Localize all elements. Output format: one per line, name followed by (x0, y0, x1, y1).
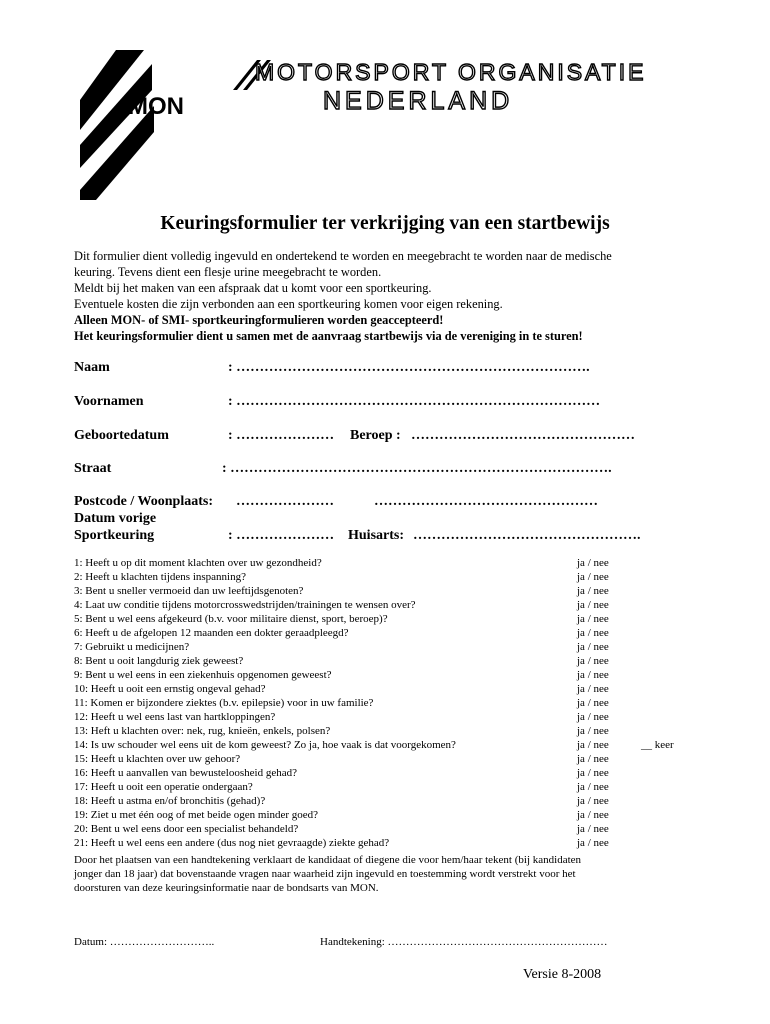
answer-option[interactable]: ja / nee (577, 557, 609, 569)
question: 7: Gebruikt u medicijnen? (74, 641, 190, 653)
answer-option[interactable]: ja / nee (577, 809, 609, 821)
question: 16: Heeft u aanvallen van bewusteloosheid gehad? (74, 767, 297, 779)
svg-text:MON: MON (128, 93, 184, 120)
answer-option[interactable]: ja / nee (577, 683, 609, 695)
answer-option[interactable]: ja / nee (577, 599, 609, 611)
svg-text:MOTORSPORT ORGANISATIE: MOTORSPORT ORGANISATIE (255, 59, 647, 85)
handtekening-field[interactable]: Handtekening: …………………………………………………… (320, 936, 608, 948)
field-value[interactable]: : ………………………………………………………………………. (222, 461, 612, 476)
field-value-beroep[interactable]: ………………………………………… (411, 428, 635, 443)
field-label: Straat (74, 461, 112, 476)
field-value-woonplaats[interactable]: ………………………………………… (374, 494, 598, 509)
question: 15: Heeft u klachten over uw gehoor? (74, 753, 241, 765)
question: 14: Is uw schouder wel eens uit de kom geweest? Zo ja, hoe vaak is dat voorgekomen? (74, 739, 456, 751)
question: 5: Bent u wel eens afgekeurd (b.v. voor militaire dienst, sport, beroep)? (74, 613, 388, 625)
organisation-title-logo (225, 52, 680, 122)
declaration-line: jonger dan 18 jaar) dat bovenstaande vragen naar waarheid zijn ingevuld en toestemming wordt verstrekt voor het (74, 868, 576, 880)
question: 10: Heeft u ooit een ernstig ongeval gehad? (74, 683, 266, 695)
intro-text (74, 248, 714, 344)
declaration-text (74, 853, 694, 895)
field-value-huisarts[interactable]: …………………………………………. (413, 528, 641, 543)
answer-option[interactable]: ja / nee (577, 823, 609, 835)
answer-option[interactable]: ja / nee (577, 711, 609, 723)
svg-text:NEDERLAND: NEDERLAND (323, 87, 514, 115)
question: 3: Bent u sneller vermoeid dan uw leeftijdsgenoten? (74, 585, 304, 597)
answer-option[interactable]: ja / nee (577, 585, 609, 597)
answer-option[interactable]: ja / nee (577, 725, 609, 737)
question: 21: Heeft u wel eens een andere (dus nog niet gevraagde) ziekte gehad? (74, 837, 390, 849)
field-value[interactable]: : ………………… (228, 428, 335, 443)
answer-option[interactable]: ja / nee (577, 781, 609, 793)
intro-line: keuring. Tevens dient een flesje urine meegebracht te worden. (74, 265, 382, 279)
field-label: Voornamen (74, 394, 144, 409)
question: 4: Laat uw conditie tijdens motorcrosswedstrijden/trainingen te wensen over? (74, 599, 416, 611)
declaration-line: Door het plaatsen van een handtekening verklaart de kandidaat of diegene die voor hem/haar tekent (bij kandidaten (74, 854, 582, 866)
question: 2: Heeft u klachten tijdens inspanning? (74, 571, 246, 583)
answer-option[interactable]: ja / nee (577, 767, 609, 779)
field-value[interactable]: : …………………………………………………………………. (228, 360, 590, 375)
answer-option[interactable]: ja / nee (577, 571, 609, 583)
question: 12: Heeft u wel eens last van hartkloppingen? (74, 711, 276, 723)
question: 19: Ziet u met één oog of met beide ogen minder goed? (74, 809, 319, 821)
answer-option[interactable]: ja / nee (577, 697, 609, 709)
question: 8: Bent u ooit langdurig ziek geweest? (74, 655, 244, 667)
field-label-beroep: Beroep : (350, 428, 401, 443)
answer-option[interactable]: ja / nee (577, 641, 609, 653)
date-signature-field[interactable]: Datum: ……………………….. (74, 936, 215, 948)
question: 1: Heeft u op dit moment klachten over uw gezondheid? (74, 557, 322, 569)
answer-option[interactable]: ja / nee (577, 795, 609, 807)
answer-option[interactable]: ja / nee (577, 739, 609, 751)
q14-times-field[interactable]: __ keer (641, 739, 674, 751)
field-label: Postcode / Woonplaats: (74, 494, 213, 509)
question: 6: Heeft u de afgelopen 12 maanden een dokter geraadpleegd? (74, 627, 349, 639)
field-value[interactable]: : ………………… (228, 528, 335, 543)
field-value[interactable]: : …………………………………………………………………… (228, 394, 601, 409)
intro-line: Dit formulier dient volledig ingevuld en ondertekend te worden en meegebracht te worden naar de medische (74, 249, 612, 263)
field-label: Naam (74, 360, 110, 375)
question: 13: Heft u klachten over: nek, rug, knieën, enkels, polsen? (74, 725, 331, 737)
question: 9: Bent u wel eens in een ziekenhuis opgenomen geweest? (74, 669, 332, 681)
field-label: Sportkeuring (74, 528, 155, 543)
answer-option[interactable]: ja / nee (577, 753, 609, 765)
field-label-huisarts: Huisarts: (348, 528, 404, 543)
question: 11: Komen er bijzondere ziektes (b.v. epilepsie) voor in uw familie? (74, 697, 374, 709)
intro-bold-line: Alleen MON- of SMI- sportkeuringformulieren worden geaccepteerd! (74, 313, 444, 327)
answer-option[interactable]: ja / nee (577, 837, 609, 849)
version-label: Versie 8-2008 (523, 967, 602, 982)
intro-line: Meldt bij het maken van een afspraak dat u komt voor een sportkeuring. (74, 281, 432, 295)
declaration-line: doorsturen van deze keuringsinformatie naar de bondsarts van MON. (74, 882, 379, 894)
field-value[interactable]: ………………… (236, 494, 334, 509)
form-title: Keuringsformulier ter verkrijging van een startbewijs (160, 213, 610, 234)
intro-bold-line: Het keuringsformulier dient u samen met de aanvraag startbewijs via de vereniging in te sturen! (74, 329, 583, 343)
question: 17: Heeft u ooit een operatie ondergaan? (74, 781, 253, 793)
answer-option[interactable]: ja / nee (577, 613, 609, 625)
mon-logo (74, 50, 214, 200)
answer-option[interactable]: ja / nee (577, 669, 609, 681)
field-label: Datum vorige (74, 511, 157, 526)
answer-option[interactable]: ja / nee (577, 627, 609, 639)
intro-line: Eventuele kosten die zijn verbonden aan een sportkeuring komen voor eigen rekening. (74, 297, 503, 311)
question: 18: Heeft u astma en/of bronchitis (gehad)? (74, 795, 266, 807)
question: 20: Bent u wel eens door een specialist behandeld? (74, 823, 299, 835)
answer-option[interactable]: ja / nee (577, 655, 609, 667)
field-label: Geboortedatum (74, 428, 169, 443)
